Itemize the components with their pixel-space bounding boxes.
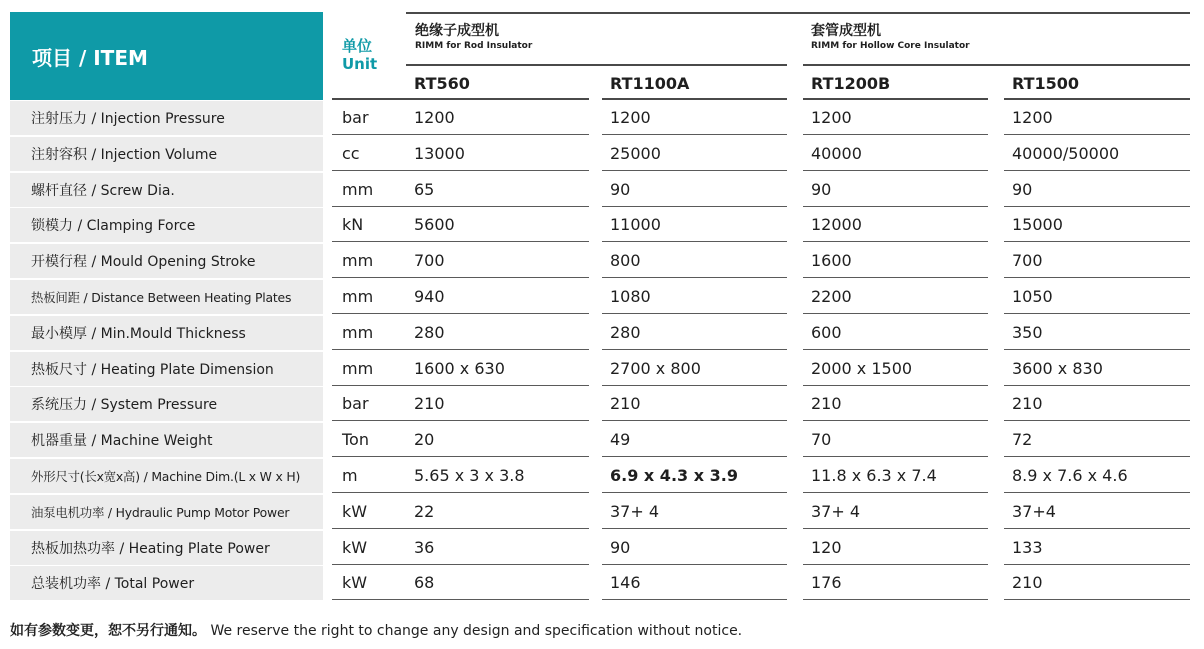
- row-unit: kW: [332, 566, 406, 600]
- value-rt1100a: 146: [602, 566, 787, 600]
- table-header: [10, 10, 1190, 101]
- value-rt560: 65: [406, 173, 589, 207]
- row-label: 螺杆直径 / Screw Dia.: [10, 173, 323, 207]
- value-rt1100a: 280: [602, 316, 787, 350]
- table-row: [10, 208, 1190, 244]
- model-rule-rt1200b: [803, 98, 988, 100]
- model-rule-rt1100a: [602, 98, 787, 100]
- footnote: [10, 620, 742, 640]
- model-rt1200b: RT1200B: [811, 74, 891, 93]
- value-rt1200b: 120: [803, 531, 988, 565]
- row-label: 最小模厚 / Min.Mould Thickness: [10, 316, 323, 350]
- value-rt560: 13000: [406, 137, 589, 171]
- table-row: [10, 531, 1190, 567]
- value-rt1500: 210: [1004, 566, 1190, 600]
- value-rt560: 1600 x 630: [406, 352, 589, 386]
- row-label: 热板加热功率 / Heating Plate Power: [10, 531, 323, 565]
- row-label: 开模行程 / Mould Opening Stroke: [10, 244, 323, 278]
- row-unit: kN: [332, 208, 406, 242]
- row-unit: m: [332, 459, 406, 493]
- value-rt1200b: 37+ 4: [803, 495, 988, 529]
- value-rt1100a: 1080: [602, 280, 787, 314]
- footnote-cn: 如有参数变更，恕不另行通知。: [10, 623, 206, 639]
- value-rt1500: 72: [1004, 423, 1190, 457]
- value-rt1200b: 210: [803, 387, 988, 421]
- value-rt1100a: 2700 x 800: [602, 352, 787, 386]
- row-unit: kW: [332, 531, 406, 565]
- value-rt1200b: 600: [803, 316, 988, 350]
- table-row: [10, 101, 1190, 137]
- group-rule-hollow: [803, 64, 1190, 66]
- table-row: [10, 423, 1190, 459]
- value-rt1200b: 90: [803, 173, 988, 207]
- value-rt1100a: 90: [602, 531, 787, 565]
- value-rt1200b: 1600: [803, 244, 988, 278]
- row-label: 注射容积 / Injection Volume: [10, 137, 323, 171]
- table-row: [10, 459, 1190, 495]
- table-row: [10, 137, 1190, 173]
- row-label: 油泵电机功率 / Hydraulic Pump Motor Power: [10, 495, 323, 529]
- row-unit: mm: [332, 316, 406, 350]
- value-rt1500: 40000/50000: [1004, 137, 1190, 171]
- group-rule-rod: [406, 64, 787, 66]
- table-row: [10, 316, 1190, 352]
- value-rt560: 210: [406, 387, 589, 421]
- value-rt1100a: 90: [602, 173, 787, 207]
- value-rt1100a: 25000: [602, 137, 787, 171]
- value-rt1500: 133: [1004, 531, 1190, 565]
- model-rule-rt1500: [1004, 98, 1190, 100]
- row-unit: kW: [332, 495, 406, 529]
- row-label: 注射压力 / Injection Pressure: [10, 101, 323, 135]
- row-label: 总装机功率 / Total Power: [10, 566, 323, 600]
- model-rt560: RT560: [414, 74, 470, 93]
- model-rt1500: RT1500: [1012, 74, 1080, 93]
- table-row: [10, 280, 1190, 316]
- row-unit: cc: [332, 137, 406, 171]
- group-hollow-core-insulator: [811, 23, 1191, 53]
- value-rt1500: 210: [1004, 387, 1190, 421]
- value-rt1100a: 1200: [602, 101, 787, 135]
- row-unit: Ton: [332, 423, 406, 457]
- value-rt1500: 90: [1004, 173, 1190, 207]
- row-unit: mm: [332, 244, 406, 278]
- row-label: 热板间距 / Distance Between Heating Plates: [10, 280, 323, 314]
- table-row: [10, 566, 1190, 602]
- value-rt1200b: 1200: [803, 101, 988, 135]
- row-unit: bar: [332, 387, 406, 421]
- row-unit: mm: [332, 173, 406, 207]
- value-rt1200b: 40000: [803, 137, 988, 171]
- value-rt560: 1200: [406, 101, 589, 135]
- value-rt560: 5600: [406, 208, 589, 242]
- value-rt1200b: 70: [803, 423, 988, 457]
- value-rt1100a: 49: [602, 423, 787, 457]
- row-label: 外形尺寸(长x宽x高) / Machine Dim.(L x W x H): [10, 459, 323, 493]
- value-rt1200b: 2200: [803, 280, 988, 314]
- table-body: [10, 101, 1190, 602]
- value-rt1500: 3600 x 830: [1004, 352, 1190, 386]
- value-rt1200b: 12000: [803, 208, 988, 242]
- unit-header: [332, 12, 406, 100]
- item-header: 项目 / ITEM: [10, 12, 323, 100]
- group-rod-insulator-en: RIMM for Rod Insulator: [415, 41, 533, 51]
- value-rt1500: 1050: [1004, 280, 1190, 314]
- value-rt1100a: 800: [602, 244, 787, 278]
- footnote-en: We reserve the right to change any design and specification without notice.: [210, 623, 743, 639]
- value-rt1100a: 6.9 x 4.3 x 3.9: [602, 459, 787, 493]
- group-rod-insulator-cn: 绝缘子成型机: [415, 23, 499, 39]
- value-rt1500: 350: [1004, 316, 1190, 350]
- value-rt1200b: 176: [803, 566, 988, 600]
- table-row: [10, 387, 1190, 423]
- value-rt1100a: 11000: [602, 208, 787, 242]
- row-label: 锁模力 / Clamping Force: [10, 208, 323, 242]
- model-rt1100a: RT1100A: [610, 74, 690, 93]
- model-rule-rt560: [406, 98, 589, 100]
- value-rt1500: 15000: [1004, 208, 1190, 242]
- group-rod-insulator: [415, 23, 795, 53]
- row-unit: mm: [332, 352, 406, 386]
- table-row: [10, 244, 1190, 280]
- value-rt560: 940: [406, 280, 589, 314]
- row-label: 热板尺寸 / Heating Plate Dimension: [10, 352, 323, 386]
- value-rt1500: 700: [1004, 244, 1190, 278]
- value-rt560: 22: [406, 495, 589, 529]
- value-rt560: 5.65 x 3 x 3.8: [406, 459, 589, 493]
- value-rt1500: 1200: [1004, 101, 1190, 135]
- value-rt1200b: 11.8 x 6.3 x 7.4: [803, 459, 988, 493]
- value-rt1100a: 37+ 4: [602, 495, 787, 529]
- group-hollow-core-insulator-cn: 套管成型机: [811, 23, 881, 39]
- unit-header-cn: 单位: [342, 37, 373, 55]
- table-row: [10, 173, 1190, 209]
- row-unit: mm: [332, 280, 406, 314]
- value-rt1100a: 210: [602, 387, 787, 421]
- table-row: [10, 352, 1190, 388]
- row-label: 机器重量 / Machine Weight: [10, 423, 323, 457]
- row-unit: bar: [332, 101, 406, 135]
- value-rt560: 68: [406, 566, 589, 600]
- value-rt560: 20: [406, 423, 589, 457]
- value-rt1200b: 2000 x 1500: [803, 352, 988, 386]
- group-hollow-core-insulator-en: RIMM for Hollow Core Insulator: [811, 41, 970, 51]
- table-row: [10, 495, 1190, 531]
- header-top-rule: [406, 12, 1190, 14]
- value-rt560: 280: [406, 316, 589, 350]
- value-rt560: 700: [406, 244, 589, 278]
- spec-table: [10, 10, 1190, 602]
- row-label: 系统压力 / System Pressure: [10, 387, 323, 421]
- value-rt1500: 8.9 x 7.6 x 4.6: [1004, 459, 1190, 493]
- value-rt560: 36: [406, 531, 589, 565]
- unit-header-en: Unit: [342, 55, 378, 73]
- value-rt1500: 37+4: [1004, 495, 1190, 529]
